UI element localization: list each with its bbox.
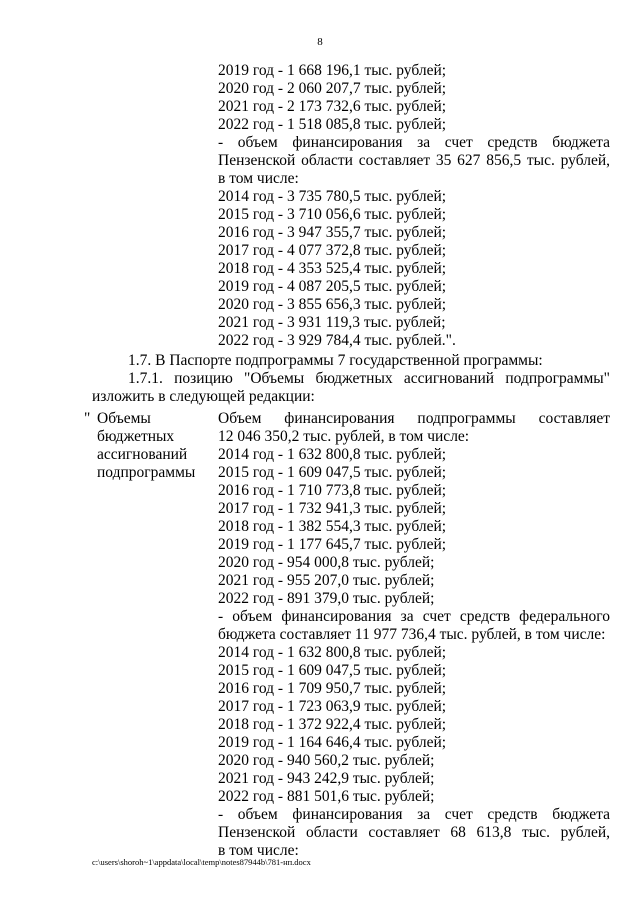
paragraph-line: 12 046 350,2 тыс. рублей, в том числе: bbox=[218, 428, 470, 445]
year-line: 2015 год - 3 710 056,6 тыс. рублей; bbox=[218, 206, 447, 223]
year-line: 2022 год - 881 501,6 тыс. рублей; bbox=[218, 788, 435, 805]
year-line: 2019 год - 1 164 646,4 тыс. рублей; bbox=[218, 734, 447, 751]
paragraph-line: в том числе: bbox=[218, 842, 299, 859]
year-line: 2015 год - 1 609 047,5 тыс. рублей; bbox=[218, 464, 447, 481]
label-line: ассигнований bbox=[97, 446, 188, 463]
year-line: 2018 год - 4 353 525,4 тыс. рублей; bbox=[218, 260, 447, 277]
paragraph-line: Объем финансирования подпрограммы составляет bbox=[218, 410, 610, 427]
paragraph-line: Пензенской области составляет 68 613,8 тыс. рублей, bbox=[218, 824, 610, 841]
year-line: 2014 год - 1 632 800,8 тыс. рублей; bbox=[218, 644, 447, 661]
year-line: 2015 год - 1 609 047,5 тыс. рублей; bbox=[218, 662, 447, 679]
paragraph-line: - объем финансирования за счет средств бюджета bbox=[218, 134, 610, 151]
year-line: 2021 год - 3 931 119,3 тыс. рублей; bbox=[218, 314, 446, 331]
year-line: 2014 год - 3 735 780,5 тыс. рублей; bbox=[218, 188, 447, 205]
paragraph-line: - объем финансирования за счет средств бюджета bbox=[218, 806, 610, 823]
label-line: подпрограммы bbox=[97, 464, 196, 481]
item-line-1: 1.7.1. позицию "Объемы бюджетных ассигнований подпрограммы" bbox=[128, 370, 610, 387]
footer-file-path: c:\users\shoroh~1\appdata\local\temp\notes87944b\781-нп.docx bbox=[92, 857, 311, 867]
paragraph-line: в том числе: bbox=[218, 170, 299, 187]
year-line: 2016 год - 1 709 950,7 тыс. рублей; bbox=[218, 680, 447, 697]
year-line: 2021 год - 2 173 732,6 тыс. рублей; bbox=[218, 98, 447, 115]
paragraph-line: Пензенской области составляет 35 627 856,5 тыс. рублей, bbox=[218, 152, 610, 169]
year-line: 2016 год - 3 947 355,7 тыс. рублей; bbox=[218, 224, 447, 241]
year-line: 2020 год - 3 855 656,3 тыс. рублей; bbox=[218, 296, 447, 313]
year-line: 2017 год - 4 077 372,8 тыс. рублей; bbox=[218, 242, 447, 259]
year-line: 2017 год - 1 723 063,9 тыс. рублей; bbox=[218, 698, 447, 715]
year-line: 2019 год - 1 177 645,7 тыс. рублей; bbox=[218, 536, 447, 553]
year-line: 2018 год - 1 372 922,4 тыс. рублей; bbox=[218, 716, 447, 733]
year-line: 2016 год - 1 710 773,8 тыс. рублей; bbox=[218, 482, 447, 499]
paragraph-line: - объем финансирования за счет средств федерального bbox=[218, 608, 610, 625]
year-line: 2018 год - 1 382 554,3 тыс. рублей; bbox=[218, 518, 447, 535]
year-line: 2014 год - 1 632 800,8 тыс. рублей; bbox=[218, 446, 447, 463]
label-line: бюджетных bbox=[97, 428, 175, 445]
year-line: 2020 год - 2 060 207,7 тыс. рублей; bbox=[218, 80, 447, 97]
year-line: 2020 год - 940 560,2 тыс. рублей; bbox=[218, 752, 435, 769]
year-line: 2019 год - 4 087 205,5 тыс. рублей; bbox=[218, 278, 447, 295]
year-line: 2017 год - 1 732 941,3 тыс. рублей; bbox=[218, 500, 447, 517]
year-line: 2022 год - 3 929 784,4 тыс. рублей.". bbox=[218, 332, 456, 349]
item-line-2: изложить в следующей редакции: bbox=[92, 388, 315, 405]
year-line: 2022 год - 891 379,0 тыс. рублей; bbox=[218, 590, 435, 607]
paragraph-line: бюджета составляет 11 977 736,4 тыс. рублей, в том числе: bbox=[218, 626, 606, 643]
year-line: 2021 год - 955 207,0 тыс. рублей; bbox=[218, 572, 435, 589]
year-line: 2020 год - 954 000,8 тыс. рублей; bbox=[218, 554, 435, 571]
label-line: Объемы bbox=[97, 410, 151, 427]
year-line: 2022 год - 1 518 085,8 тыс. рублей; bbox=[218, 116, 447, 133]
page-number: 8 bbox=[317, 36, 323, 48]
section-heading: 1.7. В Паспорте подпрограммы 7 государственной программы: bbox=[128, 352, 543, 369]
opening-quote: " bbox=[84, 410, 91, 427]
year-line: 2019 год - 1 668 196,1 тыс. рублей; bbox=[218, 62, 447, 79]
year-line: 2021 год - 943 242,9 тыс. рублей; bbox=[218, 770, 435, 787]
